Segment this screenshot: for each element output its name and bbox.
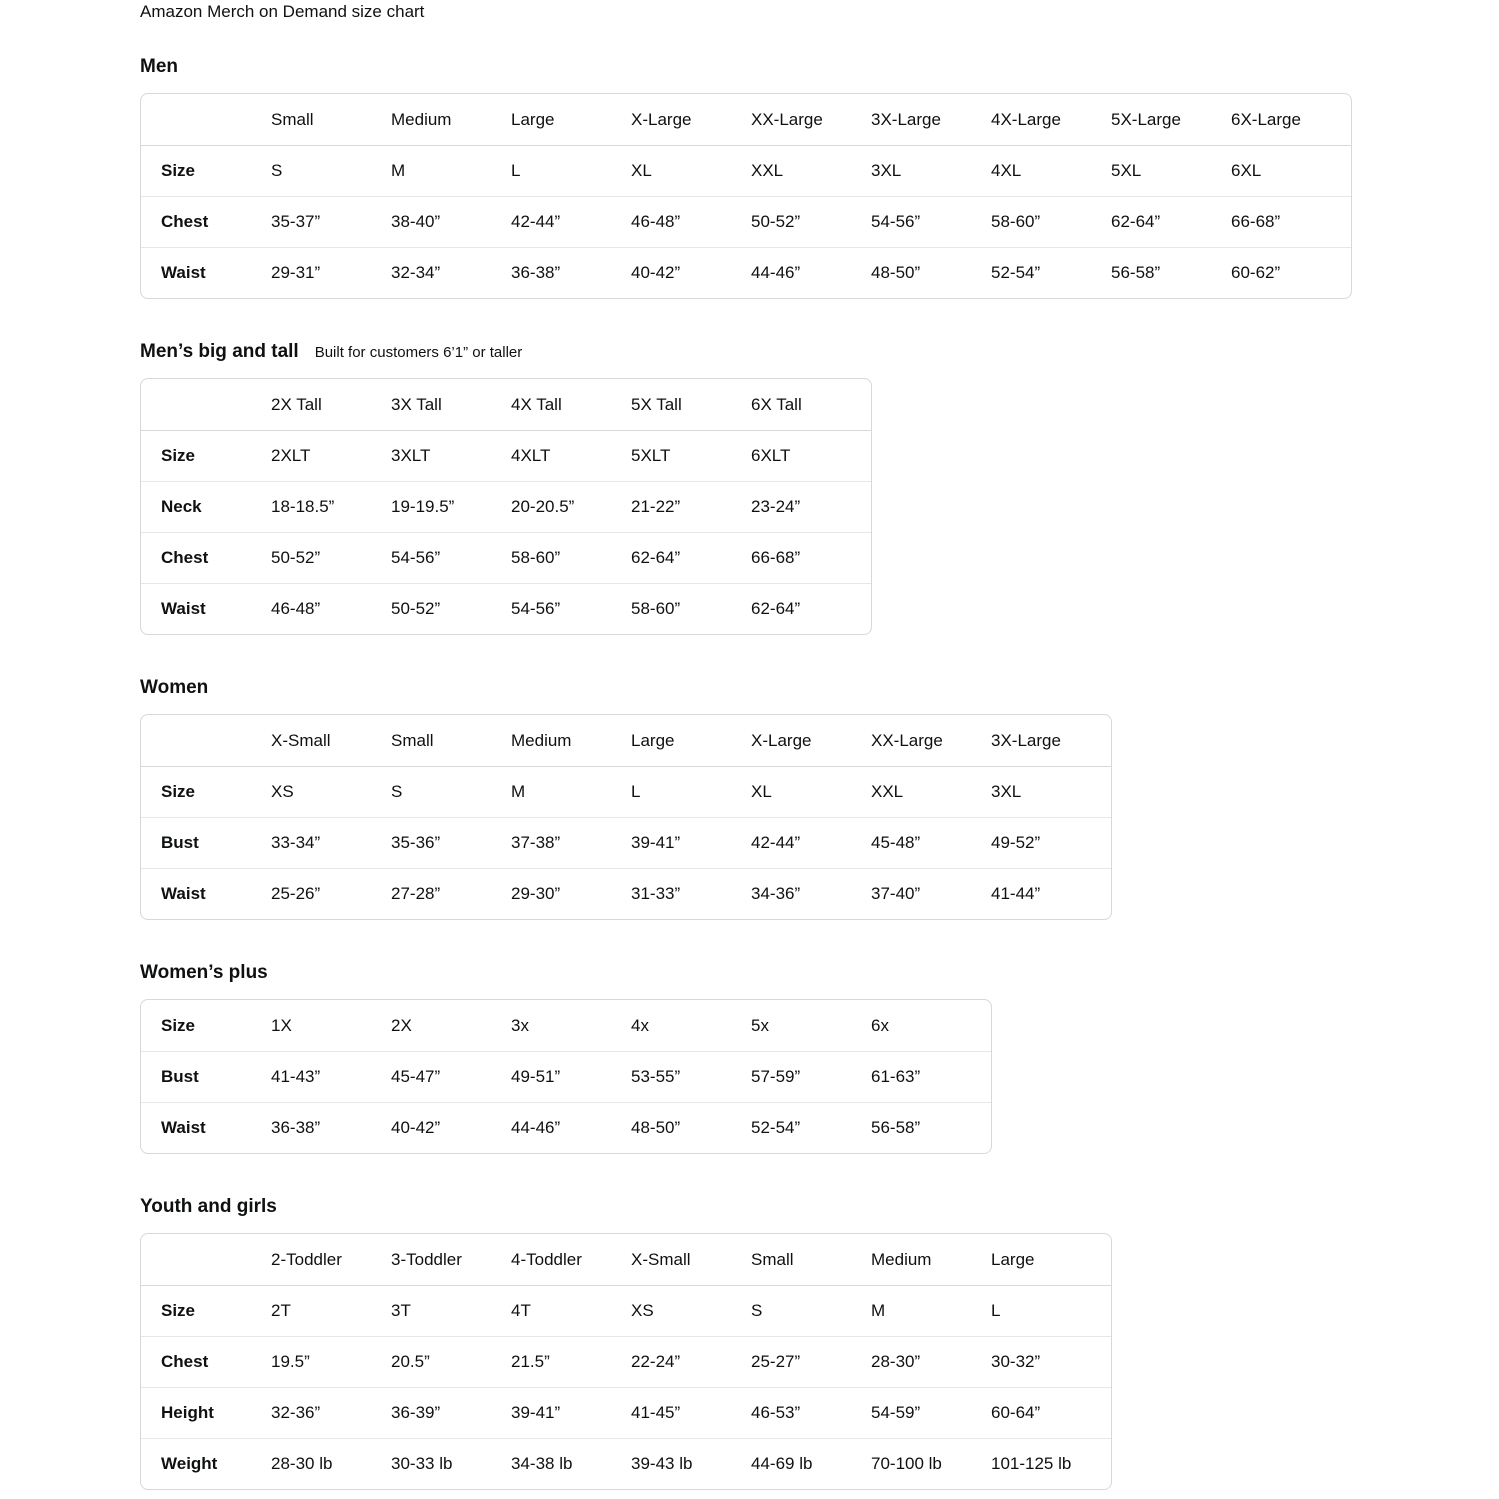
value-cell: 25-26” bbox=[271, 868, 391, 919]
value-cell: XXL bbox=[751, 145, 871, 196]
value-cell: 44-46” bbox=[511, 1102, 631, 1153]
column-header-cell: 6X Tall bbox=[751, 394, 802, 414]
value-cell: 39-43 lb bbox=[631, 1438, 751, 1489]
section-heading-row bbox=[140, 54, 1499, 80]
row-label-cell: Size bbox=[141, 1285, 271, 1336]
value-cell: 45-47” bbox=[391, 1051, 511, 1102]
value-cell: 31-33” bbox=[631, 868, 751, 919]
value-cell: 30-32” bbox=[991, 1336, 1111, 1387]
size-table-youth-and-girls bbox=[140, 1233, 1112, 1490]
table-header-row bbox=[141, 715, 1111, 766]
row-label-cell: Bust bbox=[141, 817, 271, 868]
value-cell: 4XLT bbox=[511, 430, 631, 481]
value-cell: S bbox=[391, 766, 511, 817]
value-cell: S bbox=[271, 145, 391, 196]
size-table-men bbox=[140, 93, 1352, 299]
value-cell: 58-60” bbox=[631, 583, 751, 634]
value-cell: M bbox=[871, 1285, 991, 1336]
column-header-cell: Small bbox=[751, 1249, 794, 1269]
column-header-cell: 2X Tall bbox=[271, 394, 322, 414]
section-heading-row bbox=[140, 339, 1499, 365]
value-cell: 21.5” bbox=[511, 1336, 631, 1387]
value-cell: 40-42” bbox=[391, 1102, 511, 1153]
row-label-cell: Chest bbox=[141, 196, 271, 247]
table-row bbox=[141, 430, 871, 481]
value-cell: M bbox=[511, 766, 631, 817]
size-chart-sections bbox=[140, 54, 1499, 1490]
value-cell: 18-18.5” bbox=[271, 481, 391, 532]
column-header-cell: Medium bbox=[871, 1249, 932, 1269]
value-cell: 48-50” bbox=[631, 1102, 751, 1153]
row-label-cell: Bust bbox=[141, 1051, 271, 1102]
section-heading: Women’s plus bbox=[140, 962, 268, 983]
value-cell: L bbox=[991, 1285, 1111, 1336]
column-header-cell: 5X Tall bbox=[631, 394, 682, 414]
value-cell: 50-52” bbox=[271, 532, 391, 583]
value-cell: 20.5” bbox=[391, 1336, 511, 1387]
value-cell: 25-27” bbox=[751, 1336, 871, 1387]
column-header-cell: 4X Tall bbox=[511, 394, 562, 414]
value-cell: 2X bbox=[391, 1015, 412, 1035]
row-label-cell: Waist bbox=[141, 583, 271, 634]
row-label-cell: Neck bbox=[141, 481, 271, 532]
column-header-cell: Small bbox=[271, 109, 314, 129]
value-cell: 62-64” bbox=[751, 583, 871, 634]
value-cell: 20-20.5” bbox=[511, 481, 631, 532]
value-cell: 56-58” bbox=[1111, 247, 1231, 298]
value-cell: 3XL bbox=[991, 766, 1111, 817]
value-cell: 1X bbox=[271, 1015, 292, 1035]
table-row bbox=[141, 1438, 1111, 1489]
column-header-cell: X-Large bbox=[751, 730, 812, 750]
row-label-cell: Size bbox=[161, 1015, 196, 1035]
value-cell: 58-60” bbox=[511, 532, 631, 583]
value-cell: 60-64” bbox=[991, 1387, 1111, 1438]
value-cell: M bbox=[391, 145, 511, 196]
row-label-cell: Size bbox=[141, 145, 271, 196]
column-header-cell: 3X-Large bbox=[991, 730, 1061, 750]
row-label-cell: Size bbox=[141, 766, 271, 817]
value-cell: 56-58” bbox=[871, 1102, 991, 1153]
value-cell: 28-30” bbox=[871, 1336, 991, 1387]
value-cell: 41-44” bbox=[991, 868, 1111, 919]
value-cell: 49-51” bbox=[511, 1051, 631, 1102]
value-cell: 48-50” bbox=[871, 247, 991, 298]
value-cell: 3x bbox=[511, 1015, 529, 1035]
table-row bbox=[141, 1102, 991, 1153]
row-label-cell: Size bbox=[141, 430, 271, 481]
value-cell: 54-56” bbox=[391, 532, 511, 583]
column-header-cell: Large bbox=[631, 730, 675, 750]
value-cell: 21-22” bbox=[631, 481, 751, 532]
row-label-cell: Weight bbox=[141, 1438, 271, 1489]
value-cell: 44-46” bbox=[751, 247, 871, 298]
value-cell: 27-28” bbox=[391, 868, 511, 919]
column-header-cell: 3X-Large bbox=[871, 109, 941, 129]
value-cell: 22-24” bbox=[631, 1336, 751, 1387]
value-cell: 41-43” bbox=[271, 1051, 391, 1102]
row-label-cell: Waist bbox=[141, 1102, 271, 1153]
row-label-cell: Height bbox=[141, 1387, 271, 1438]
value-cell: 61-63” bbox=[871, 1051, 991, 1102]
value-cell: 4XL bbox=[991, 145, 1111, 196]
value-cell: 36-39” bbox=[391, 1387, 511, 1438]
value-cell: 34-36” bbox=[751, 868, 871, 919]
value-cell: 28-30 lb bbox=[271, 1438, 391, 1489]
section-men bbox=[140, 54, 1499, 299]
column-header-cell: 3X Tall bbox=[391, 394, 442, 414]
value-cell: 50-52” bbox=[751, 196, 871, 247]
column-header-cell: X-Small bbox=[271, 730, 331, 750]
value-cell: 5XLT bbox=[631, 430, 751, 481]
value-cell: 70-100 lb bbox=[871, 1438, 991, 1489]
section-heading: Men’s big and tall bbox=[140, 341, 299, 362]
value-cell: 42-44” bbox=[511, 196, 631, 247]
value-cell: 23-24” bbox=[751, 481, 871, 532]
value-cell: XS bbox=[631, 1285, 751, 1336]
value-cell: 19.5” bbox=[271, 1336, 391, 1387]
value-cell: L bbox=[511, 145, 631, 196]
row-label-cell: Waist bbox=[141, 247, 271, 298]
value-cell: 34-38 lb bbox=[511, 1438, 631, 1489]
value-cell: 4T bbox=[511, 1285, 631, 1336]
value-cell: 32-34” bbox=[391, 247, 511, 298]
value-cell: 19-19.5” bbox=[391, 481, 511, 532]
section-heading: Youth and girls bbox=[140, 1196, 277, 1217]
column-header-cell: Large bbox=[991, 1249, 1035, 1269]
section-womens-plus bbox=[140, 960, 1499, 1154]
table-row bbox=[141, 196, 1351, 247]
table-header-row bbox=[141, 94, 1351, 145]
value-cell: 66-68” bbox=[1231, 196, 1351, 247]
value-cell: 6XLT bbox=[751, 430, 871, 481]
value-cell: 62-64” bbox=[1111, 196, 1231, 247]
value-cell: 37-40” bbox=[871, 868, 991, 919]
column-header-cell: 3-Toddler bbox=[391, 1249, 462, 1269]
value-cell: 49-52” bbox=[991, 817, 1111, 868]
value-cell: 39-41” bbox=[631, 817, 751, 868]
value-cell: 32-36” bbox=[271, 1387, 391, 1438]
table-row bbox=[141, 817, 1111, 868]
row-label-cell: Chest bbox=[141, 1336, 271, 1387]
column-header-cell: Medium bbox=[511, 730, 572, 750]
value-cell: 29-31” bbox=[271, 247, 391, 298]
value-cell: 5x bbox=[751, 1015, 769, 1035]
size-table-womens-plus bbox=[140, 999, 992, 1154]
value-cell: 52-54” bbox=[751, 1102, 871, 1153]
value-cell: 41-45” bbox=[631, 1387, 751, 1438]
column-header-cell: XX-Large bbox=[751, 109, 823, 129]
empty-corner-cell bbox=[141, 379, 271, 430]
table-row bbox=[141, 583, 871, 634]
table-row bbox=[141, 532, 871, 583]
column-header-cell: XX-Large bbox=[871, 730, 943, 750]
value-cell: 54-56” bbox=[511, 583, 631, 634]
value-cell: 38-40” bbox=[391, 196, 511, 247]
column-header-cell: Medium bbox=[391, 109, 452, 129]
section-mens-big-and-tall bbox=[140, 339, 1499, 635]
value-cell: XL bbox=[751, 766, 871, 817]
table-row bbox=[141, 247, 1351, 298]
column-header-cell: 6X-Large bbox=[1231, 109, 1301, 129]
table-header-row bbox=[141, 379, 871, 430]
value-cell: 45-48” bbox=[871, 817, 991, 868]
value-cell: 66-68” bbox=[751, 532, 871, 583]
value-cell: 29-30” bbox=[511, 868, 631, 919]
table-header-row bbox=[141, 1234, 1111, 1285]
value-cell: 4x bbox=[631, 1015, 649, 1035]
table-row bbox=[141, 1285, 1111, 1336]
value-cell: 62-64” bbox=[631, 532, 751, 583]
value-cell: 33-34” bbox=[271, 817, 391, 868]
table-row bbox=[141, 766, 1111, 817]
section-women bbox=[140, 675, 1499, 920]
value-cell: 35-37” bbox=[271, 196, 391, 247]
table-row bbox=[141, 868, 1111, 919]
value-cell: 46-48” bbox=[631, 196, 751, 247]
size-table-mens-big-and-tall bbox=[140, 378, 872, 635]
table-row bbox=[141, 1336, 1111, 1387]
section-subtitle: Built for customers 6’1” or taller bbox=[314, 344, 523, 361]
column-header-cell: X-Large bbox=[631, 109, 692, 129]
column-header-cell: 2-Toddler bbox=[271, 1249, 342, 1269]
section-heading-row bbox=[140, 1194, 1499, 1220]
section-heading-row bbox=[140, 675, 1499, 701]
value-cell: XS bbox=[271, 766, 391, 817]
value-cell: 2XLT bbox=[271, 430, 391, 481]
value-cell: 5XL bbox=[1111, 145, 1231, 196]
value-cell: 58-60” bbox=[991, 196, 1111, 247]
table-row bbox=[141, 1051, 991, 1102]
value-cell: 39-41” bbox=[511, 1387, 631, 1438]
value-cell: 60-62” bbox=[1231, 247, 1351, 298]
value-cell: 40-42” bbox=[631, 247, 751, 298]
value-cell: 30-33 lb bbox=[391, 1438, 511, 1489]
value-cell: 50-52” bbox=[391, 583, 511, 634]
value-cell: 6x bbox=[871, 1015, 889, 1035]
value-cell: 54-56” bbox=[871, 196, 991, 247]
value-cell: 46-48” bbox=[271, 583, 391, 634]
value-cell: L bbox=[631, 766, 751, 817]
empty-corner-cell bbox=[141, 1234, 271, 1285]
value-cell: 54-59” bbox=[871, 1387, 991, 1438]
column-header-cell: X-Small bbox=[631, 1249, 691, 1269]
column-header-cell: 5X-Large bbox=[1111, 109, 1181, 129]
value-cell: 42-44” bbox=[751, 817, 871, 868]
value-cell: 46-53” bbox=[751, 1387, 871, 1438]
table-row bbox=[141, 145, 1351, 196]
value-cell: 2T bbox=[271, 1285, 391, 1336]
value-cell: 44-69 lb bbox=[751, 1438, 871, 1489]
empty-corner-cell bbox=[141, 715, 271, 766]
value-cell: 3T bbox=[391, 1285, 511, 1336]
value-cell: 52-54” bbox=[991, 247, 1111, 298]
value-cell: 53-55” bbox=[631, 1051, 751, 1102]
value-cell: XL bbox=[631, 145, 751, 196]
value-cell: 35-36” bbox=[391, 817, 511, 868]
column-header-cell: 4X-Large bbox=[991, 109, 1061, 129]
value-cell: 36-38” bbox=[271, 1102, 391, 1153]
page-title: Amazon Merch on Demand size chart bbox=[140, 2, 425, 21]
value-cell: 37-38” bbox=[511, 817, 631, 868]
value-cell: 101-125 lb bbox=[991, 1438, 1111, 1489]
value-cell: S bbox=[751, 1285, 871, 1336]
section-youth-and-girls bbox=[140, 1194, 1499, 1490]
table-row bbox=[141, 481, 871, 532]
section-heading: Women bbox=[140, 677, 209, 698]
column-header-cell: 4-Toddler bbox=[511, 1249, 582, 1269]
column-header-cell: Large bbox=[511, 109, 555, 129]
value-cell: 6XL bbox=[1231, 145, 1351, 196]
value-cell: 3XL bbox=[871, 145, 991, 196]
value-cell: 36-38” bbox=[511, 247, 631, 298]
value-cell: 3XLT bbox=[391, 430, 511, 481]
value-cell: XXL bbox=[871, 766, 991, 817]
table-row bbox=[141, 1387, 1111, 1438]
table-row bbox=[141, 1000, 991, 1051]
section-heading: Men bbox=[140, 56, 178, 77]
size-table-women bbox=[140, 714, 1112, 920]
row-label-cell: Chest bbox=[141, 532, 271, 583]
value-cell: 57-59” bbox=[751, 1051, 871, 1102]
column-header-cell: Small bbox=[391, 730, 434, 750]
row-label-cell: Waist bbox=[141, 868, 271, 919]
empty-corner-cell bbox=[141, 94, 271, 145]
section-heading-row bbox=[140, 960, 1499, 986]
